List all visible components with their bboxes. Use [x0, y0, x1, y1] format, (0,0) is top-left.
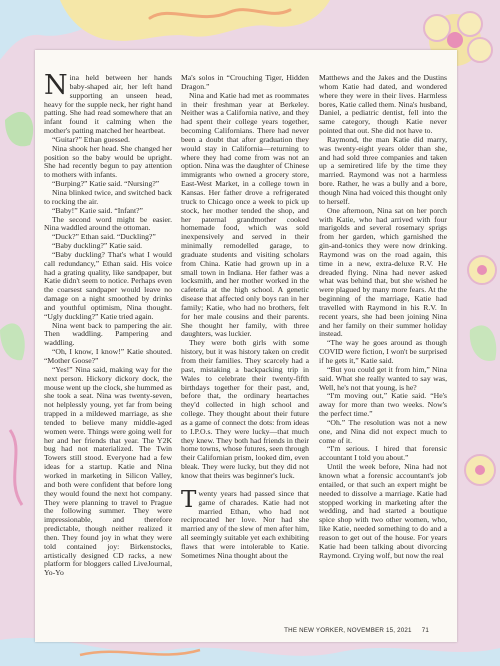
paragraph: “Baby duckling? That's what I would call redundancy,” Ethan said. His voice had a grating quality, like sandpaper, but Katie didn't seem to notice. Perhaps even the coarsest sandpaper would leave no damage on a night smoothed by drinks and youthful optimism, Nina thought. “Ugly duckling?” Katie tried again.: [44, 249, 172, 321]
paragraph: One afternoon, Nina sat on her porch with Katie, who had arrived with four marigolds and several rosemary sprigs from her garden, which garnished the gin-and-tonics they were now drinking. Raymond was on the road again, this time in a new, extra-deluxe R.V. He dreaded flying. Nina had never asked what was behind that, but she wished he were plagued by many more fears. At the beginning of the marriage, Katie had travelled with Raymond in his R.V. In recent years, she had been joining Nina and her family on their summer holiday instead.: [319, 205, 447, 339]
text-column-2: [181, 74, 309, 622]
yellow-wave-shape: [60, 0, 330, 41]
paragraph: The second word might be easier. Nina waddled around the ottoman.: [44, 214, 172, 233]
magazine-page: [35, 50, 457, 642]
paragraph: Matthews and the Jakes and the Dustins whom Katie had dated, and wondered where they were in their lives. Harmless bores, Katie called them. Nina's husband, Daniel, a pediatric dentist, fell into the same category, though Katie never pointed that out. She did not have to.: [319, 74, 447, 136]
text-column-1: [44, 74, 172, 622]
paragraph: Ma's solos in “Crouching Tiger, Hidden Dragon.”: [181, 74, 309, 91]
paragraph: “But you could get it from him,” Nina said. What she really wanted to say was, Well, he's not that young, is he?: [319, 364, 447, 392]
paragraph: “The way he goes around as though COVID were fiction, I won't be surprised if he gets it,” Katie said.: [319, 338, 447, 365]
paragraph: “Duck?” Ethan said. “Duckling?”: [52, 232, 156, 242]
page-number: 71: [421, 627, 429, 634]
flower-right-icon: [468, 256, 496, 284]
paragraph: “Guitar?” Ethan guessed.: [52, 134, 130, 144]
paragraph: “Baby duckling?” Katie said.: [52, 241, 143, 251]
paragraph: Nina and Katie had met as roommates in their freshman year at Berkeley. Neither was a California native, and they had spent their college years together, becoming Californians. There had never been a doubt that after graduation they would stay in California—returning to where they had come from was not an option. Nina was the daughter of Chinese immigrants who owned a grocery store, East-West Market, in a college town in Kansas. Her father drove a refrigerated truck to Chicago once a week to pick up stock, her mother tended the shop, and her paternal grandmother cooked homemade food, which was sold inexpensively and served in their minimally remodelled garage, to graduate students and visiting scholars from China. Katie had grown up in a small town in Indiana. Her father was a locksmith, and her mother worked in the cafeteria at the high school. A genetic disease that affected only boys ran in her family; Katie, who had no brothers, felt for her male cousins and their parents. She thought her family, with three daughters, was luckier.: [181, 90, 309, 339]
paragraph: Nina went back to pampering the air. Then waddling. Pampering and waddling.: [44, 320, 172, 348]
paragraph: “I'm serious. I hired that forensic accountant I told you about.”: [319, 444, 447, 463]
drop-cap: N: [44, 74, 68, 101]
paragraph: They were both girls with some history, but it was history taken on credit from their families. They scarcely had a past, mistaking a backpacking trip in Wales to celebrate their twenty-fifth birthdays together for their past, and, before that, the ordinary heartaches they'd collected in high school and college. They thought about their future as a game of connect the dots: from ideas to I.P.O.s. They were lucky—that much they knew. They both had friends in their home towns, whose futures, seen through their Californian prism, looked dim, even bleak. They were lucky, but they did not know that theirs was beginner's luck.: [181, 338, 309, 480]
text-column-3: [319, 74, 447, 622]
paragraph: “Burping?” Katie said. “Nursing?”: [52, 179, 160, 189]
drop-cap: T: [181, 486, 197, 513]
paragraph: Nina shook her head. She changed her position so the baby would be upright. She had recently begun to pay attention to mothers with infants.: [44, 143, 172, 180]
paragraph: Nina blinked twice, and switched back to rocking the air.: [44, 187, 172, 206]
leaf-left-icon-2: [0, 323, 25, 360]
pink-scribble-left: [10, 430, 22, 505]
page-footer: [284, 627, 429, 634]
paragraph: “Yes!” Nina said, making way for the next person. Hickory dickory dock, the mouse went up the clock, she hummed as she took a seat. Nina was twenty-seven, not helplessly young, yet far from being trapped in a mildewed marriage, as she tended to believe many middle-aged women were. Things were going well for her and her friends that year. The Y2K bug had not materialized. The Twin Towers still stood. Everyone had a few ideas for a startup. Katie and Nina worked in marketing in Silicon Valley, and both were confident that before long they would found the next hot company. They were planning to travel to Prague the following summer. They were impressionable, and therefore predictable, though neither realized it then. They found joy in what they were told contained joy: Birkenstocks, artistically designed CD racks, a new platform for bloggers called LiveJournal, Yo-Yo: [44, 364, 172, 578]
leaf-right-icon: [470, 325, 496, 361]
paragraph: “Oh, I know, I know!” Katie shouted. “Mother Goose?”: [44, 347, 172, 365]
paragraph: “I'm moving out,” Katie said. “He's away for more than two weeks. Now's the perfect time.”: [319, 391, 447, 419]
paragraph: Nina held between her hands baby-shaped air, her left hand supporting an unseen head, heavy for the supple neck, her right hand patting. She had read somewhere that an infant found it calming when the mother's patting matched her heartbeat.: [44, 74, 172, 136]
section-paragraph: Twenty years had passed since that game of charades. Katie had not married Ethan, who had not reciprocated her love. Nor had she married any of the slew of men after him, all seemingly suitable yet each exhibiting flaws that were intolerable to Katie. Sometimes Nina thought about the: [181, 486, 309, 560]
paragraph: “Oh.” The resolution was not a new one, and Nina did not expect much to come of it.: [319, 417, 447, 445]
leaf-left-icon: [5, 112, 33, 146]
paragraph: Until the week before, Nina had not known what a forensic accountant's job entailed, or that such an expert might be needed to dissolve a marriage. Katie had stopped working in marketing after the wedding, and had started a boutique spice shop with two other women, who, like Katie, needed something to do and a reason to get out of the house. For years Katie had been talking about divorcing Raymond. Crying wolf, but now the real: [319, 462, 447, 560]
paragraph: Raymond, the man Katie did marry, was twenty-eight years older than she, and had sold three companies and taken up a semiretired life by the time they married. Raymond was not a harmless bore. Rather, he was a bully and a bore, though Nina had voiced this thought only to herself.: [319, 134, 447, 206]
flower-right-lower-icon: [465, 455, 495, 485]
magazine-issue-line: THE NEW YORKER, NOVEMBER 15, 2021: [284, 627, 412, 634]
bottom-wave-shape: [0, 638, 500, 666]
paragraph: “Baby!” Katie said. “Infant?”: [52, 205, 143, 215]
